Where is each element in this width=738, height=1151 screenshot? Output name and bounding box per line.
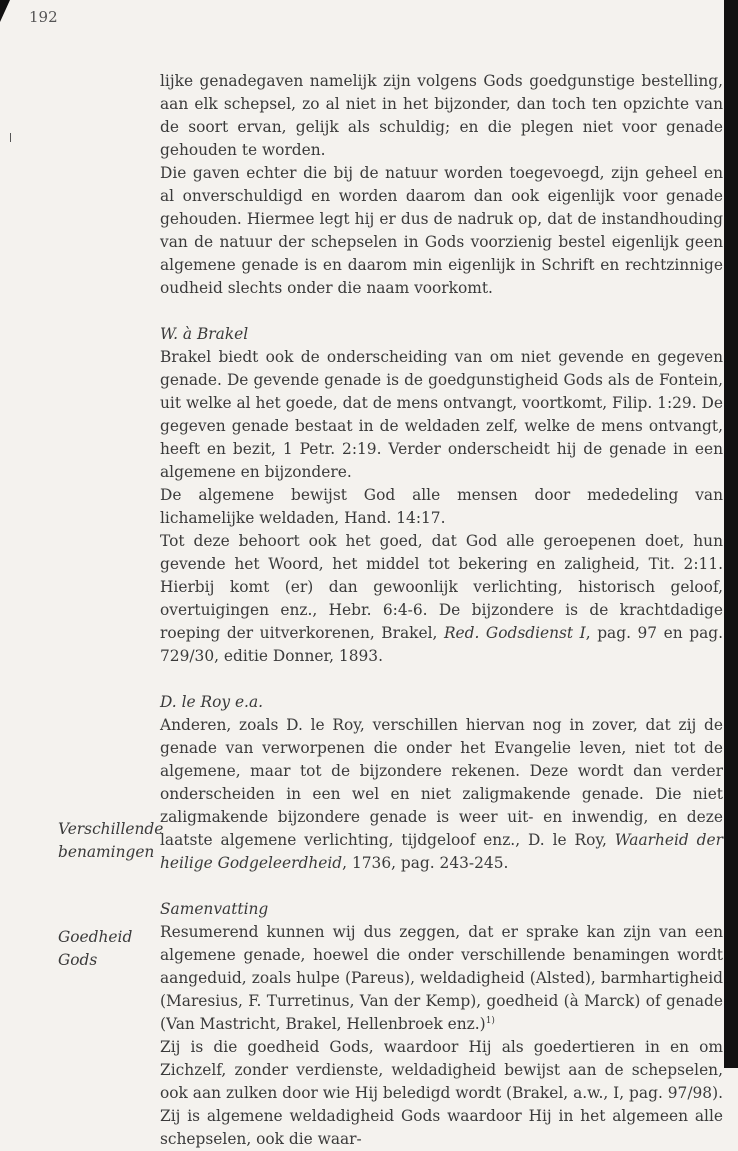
margin-note-benamingen: Verschillende benamingen [58, 820, 164, 861]
summary-paragraph-2: Zij is die goedheid Gods, waardoor Hij als goedertieren in en om Zichzelf, zonder verdienste, weldadigheid bewijst aan de schepselen, ook aan zulken door wie Hij beledigd wordt (Brakel, a.w., I, pag. 97/98). Zij is algemene weldadigheid Gods waardoor Hij in het algemeen alle schepselen, ook die waar- [160, 1038, 723, 1148]
scan-corner-mark [0, 0, 10, 22]
brakel-reference: Red. Godsdienst I [443, 624, 586, 642]
margin-note-goedheid: Goedheid Gods [58, 928, 133, 969]
leroy-paragraph [160, 714, 723, 875]
leroy-p-end: , 1736, pag. 243-245. [342, 854, 509, 872]
section-title-brakel: W. à Brakel [160, 325, 249, 343]
brakel-paragraph-3 [160, 530, 723, 668]
margin-tick [10, 133, 11, 142]
page-number: 192 [29, 8, 58, 26]
brakel-paragraph-1: Brakel biedt ook de onderscheiding van om niet gevende en gegeven genade. De gevende genade is de goedgunstigheid Gods als de Fontein, uit welke al het goede, dat de mens ontvangt, voortkomt, Filip. 1:29. De gegeven genade bestaat in de weldaden zelf, welke de mens ontvangt, heeft en bezit, 1 Petr. 2:19. Verder onderscheidt hij de genade in een algemene en bijzondere. [160, 348, 723, 481]
footnote-ref: 1) [485, 1016, 495, 1026]
section-summary [160, 898, 723, 1151]
main-text [160, 70, 723, 1151]
section-leroy [160, 691, 723, 875]
leroy-p-start: Anderen, zoals D. le Roy, verschillen hiervan nog in zover, dat zij de genade van verworpenen die onder het Evangelie leven, niet tot de algemene, maar tot de bijzondere rekenen. Deze wordt dan verder onderscheiden in een wel en niet zaligmakende genade. Die niet zaligmakende bijzondere genade is weer uit- en inwendig, en deze laatste algemene verlichting, tijdgeloof enz., D. le Roy, [160, 716, 723, 849]
section-title-leroy: D. le Roy e.a. [160, 693, 264, 711]
summary-paragraph-1 [160, 921, 723, 1036]
section-title-summary: Samenvatting [160, 900, 269, 918]
scan-edge-bar [724, 0, 738, 1068]
leroy-reference: Waarheid der heilige Godgeleerdheid [160, 831, 723, 872]
section-brakel [160, 323, 723, 668]
brakel-p3-start: Tot deze behoort ook het goed, dat God alle geroepenen doet, hun gevende het Woord, het middel tot bekering en zaligheid, Tit. 2:11. Hierbij komt (er) dan gewoonlijk verlichting, historisch geloof, overtuigingen enz., Hebr. 6:4-6. De bijzondere is de krachtdadige roeping der uitverkorenen, Brakel, [160, 532, 723, 642]
intro-paragraph-1: lijke genadegaven namelijk zijn volgens Gods goedgunstige bestelling, aan elk schepsel, zo al niet in het bijzonder, dan toch ten opzichte van de soort ervan, gelijk als schuldig; en die plegen niet voor genade gehouden te worden. [160, 72, 723, 159]
brakel-paragraph-2: De algemene bewijst God alle mensen door mededeling van lichamelijke weldaden, Hand. 14:17. [160, 486, 723, 527]
brakel-p3-end: , pag. 97 en pag. 729/30, editie Donner, 1893. [160, 624, 723, 665]
summary-p1-text: Resumerend kunnen wij dus zeggen, dat er sprake kan zijn van een algemene genade, hoewel die onder verschillende benamingen wordt aangeduid, zoals hulpe (Pareus), weldadigheid (Alsted), barmhartigheid (Maresius, F. Turretinus, Van der Kemp), goedheid (à Marck) of genade (Van Mastricht, Brakel, Hellenbroek enz.) [160, 923, 723, 1033]
intro-paragraph-2: Die gaven echter die bij de natuur worden toegevoegd, zijn geheel en al onverschuldigd en worden daarom dan ook eigenlijk voor genade gehouden. Hiermee legt hij er dus de nadruk op, dat de instandhouding van de natuur der schepselen in Gods voorzienig bestel eigenlijk geen algemene genade is en daarom min eigenlijk in Schrift en rechtzinnige oudheid slechts onder die naam voorkomt. [160, 164, 723, 297]
